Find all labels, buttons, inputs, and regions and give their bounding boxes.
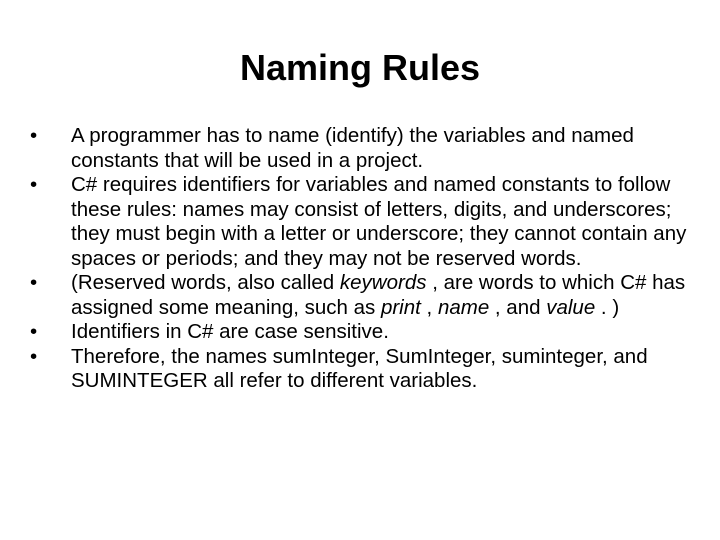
bullet-item <box>30 271 700 320</box>
bullet-item <box>30 124 700 173</box>
bullet-item <box>30 345 700 394</box>
bullet-text-part: . ) <box>595 295 620 319</box>
keyword-value: value <box>546 295 596 319</box>
slide-title: Naming Rules <box>239 47 481 88</box>
keyword-print: print <box>380 295 421 319</box>
bullet-text: Identifiers in C# are case sensitive. <box>71 320 389 343</box>
keyword-name: name <box>437 295 490 319</box>
bullet-dot-icon: • <box>30 344 38 368</box>
bullet-text-part: , <box>420 295 438 319</box>
bullet-text: C# requires identifiers for variables and named constants to follow these rules: names may consist of letters, digits, and underscores; they must begin with a letter or underscore; they cannot contain any spaces or periods; and they may not be reserved words. <box>71 173 687 270</box>
bullet-dot-icon: • <box>30 320 38 343</box>
bullet-text-part: , are words to which C# has assigned some meaning, such as <box>71 271 686 319</box>
bullet-dot-icon: • <box>30 271 38 294</box>
bullet-text-part: (Reserved words, also called <box>71 271 340 294</box>
bullet-item <box>30 320 700 345</box>
bullet-list <box>30 124 700 394</box>
bullet-item <box>30 173 700 271</box>
bullet-text-part: , and <box>489 295 547 319</box>
bullet-dot-icon: • <box>30 173 38 196</box>
keyword-emphasis: keywords <box>339 271 427 294</box>
bullet-dot-icon: • <box>30 124 38 147</box>
bullet-text: Therefore, the names sumInteger, SumInteger, suminteger, and SUMINTEGER all refer to different variables. <box>71 344 648 392</box>
bullet-text: A programmer has to name (identify) the variables and named constants that will be used in a project. <box>71 124 634 172</box>
